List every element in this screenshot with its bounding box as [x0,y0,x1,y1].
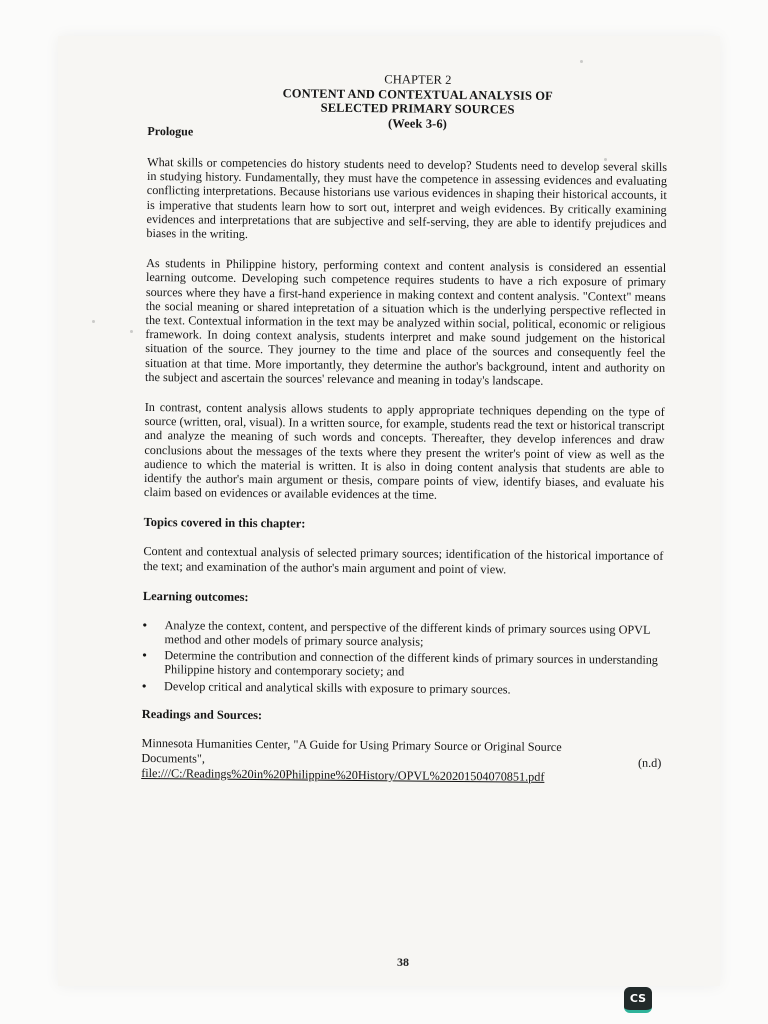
camscanner-badge: CS [624,987,652,1013]
list-item [142,679,662,698]
citation-line1: Minnesota Humanities Center, "A Guide for Using Primary Source or Original Source [141,735,562,754]
outcome-text: Develop critical and analytical skills with exposure to primary sources. [164,678,511,697]
outcome-text: Determine the contribution and connection of the different kinds of primary sources in understanding Philippine history and contemporary society; and [164,648,659,679]
list-item [142,648,662,681]
chapter-title-line2: SELECTED PRIMARY SOURCES [320,100,515,117]
bullet-icon: • [142,617,148,632]
chapter-week: (Week 3-6) [387,115,448,131]
learning-outcomes-heading: Learning outcomes: [142,588,249,604]
bullet-icon: • [142,648,147,663]
reference-entry [141,736,661,786]
scan-speck [580,60,583,63]
learning-outcomes-list [142,618,663,698]
paragraph-intro: What skills or competencies do history students need to develop? Students need to develop several skills in studying history. Fundamentally, they must have the competence in assessing evidences and evaluating conflicting interpretations. Because historians use various evidences in shaping their historical accounts, it is imperative that students learn how to sort out, interpret and weigh evidences. By critically examining evidences and interpretations that are subjective and self-serving, they are able to identify prejudices and biases in the writing. [146,154,668,241]
document-content [141,70,668,786]
chapter-title-line1: CONTENT AND CONTEXTUAL ANALYSIS OF [282,85,553,103]
scan-speck [130,330,133,333]
citation-date: (n.d) [637,755,662,770]
list-item [142,618,662,651]
paragraph-content: In contrast, content analysis allows students to apply appropriate techniques depending on the type of source (written, oral, visual). In a written source, for example, students read the text or historical transcript and analyze the meaning of such words and concepts. Thereafter, they develop inferences and draw conclusions about the messages of the texts where they present the writer's point of view as well as the audience to which the material is written. It is also in doing content analysis that students are able to identify the author's main argument or thesis, compare points of view, identify biases, and evaluate his claim based on evidences or available evidences at the time. [143,400,665,503]
prologue-heading: Prologue [147,123,194,139]
bullet-icon: • [142,678,147,693]
paragraph-context: As students in Philippine history, performing context and content analysis is considered an essential learning outcome. Developing such competence requires students to have a rich exposure of primary sources where they have a first-hand experience in making context and content analysis. "Context" means the social meaning or shared intepretation of a situation which is the underlying perspective reflected in the text. Contextual information in the text may be analyzed within social, political, economic or religious framework. In doing context analysis, students interpret and make sound judgement on the historical situation of the source. They journey to the time and place of the sources and consequently feel the situation at that time. More importantly, they determine the author's background, intent and authority on the subject and ascertain the sources' relevance and meaning in today's landscape. [144,256,667,388]
readings-heading: Readings and Sources: [141,706,263,723]
citation-title-end: Documents", [141,750,206,766]
reference-link[interactable]: file:///C:/Readings%20in%20Philippine%20History/OPVL%20201504070851.pdf [141,765,545,784]
scan-speck [92,320,95,323]
topics-heading: Topics covered in this chapter: [143,515,306,532]
chapter-label: CHAPTER 2 [384,72,452,87]
outcome-text: Analyze the context, content, and perspective of the different kinds of primary sources using OPVL method and other models of primary source analysis; [164,618,651,649]
page-number: 38 [397,955,409,969]
topics-text: Content and contextual analysis of selected primary sources; identification of the historical importance of the text; and examination of the author's main argument and point of view. [143,544,664,577]
chapter-header [167,70,668,133]
